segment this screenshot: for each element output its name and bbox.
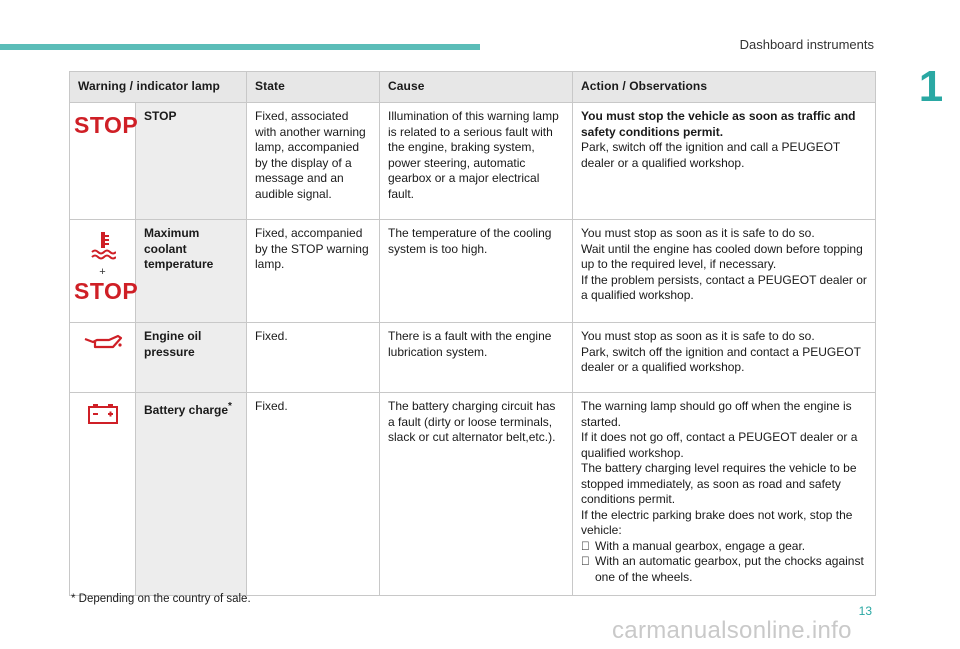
page-number: 13 [858,604,872,618]
lamp-name-text: Battery charge [144,403,229,417]
column-header-action: Action / Observations [573,72,876,103]
state-text: Fixed. [247,393,380,596]
footnote-marker: * [228,401,232,412]
action-line: If the problem persists, contact a PEUGEOT dealer or a qualified workshop. [581,272,867,302]
oil-can-icon [83,333,123,355]
action-cell [573,220,876,323]
lamp-name [136,393,247,596]
action-cell [573,103,876,220]
action-line: You must stop as soon as it is safe to do so. [581,226,815,240]
action-bold-text: You must stop the vehicle as soon as traffic and safety conditions permit. [581,109,856,139]
action-line: You must stop as soon as it is safe to do so. [581,329,815,343]
watermark: carmanualsonline.info [612,617,852,644]
lamp-name: Engine oil pressure [136,323,247,393]
state-text: Fixed. [247,323,380,393]
bullet-icon [581,554,595,585]
warning-lamp-table [69,71,876,596]
cause-text: Illumination of this warning lamp is related to a serious fault with the engine, braking system, power steering, automatic gearbox or a major electrical fault. [380,103,573,220]
action-line: If the electric parking brake does not work, stop the vehicle: [581,507,853,537]
column-header-state: State [247,72,380,103]
cause-text: The battery charging circuit has a fault (dirty or loose terminals, slack or cut alternator belt,etc.). [380,393,573,596]
stop-icon: STOP [74,277,139,304]
icon-cell [70,220,139,323]
chapter-tab [902,62,960,112]
action-line: The warning lamp should go off when the engine is started. [581,399,852,429]
icon-cell [70,323,136,393]
table-row [70,220,876,323]
footnote: * Depending on the country of sale. [71,593,251,605]
bullet-item [581,539,867,555]
state-text: Fixed, associated with another warning lamp, accompanied by the display of a message and an audible signal. [247,103,380,220]
icon-cell [70,393,136,596]
state-text: Fixed, accompanied by the STOP warning lamp. [247,220,380,323]
column-header-cause: Cause [380,72,573,103]
lamp-name: Maximum coolant temperature [136,220,247,323]
table-row [70,103,876,220]
table-row [70,323,876,393]
bullet-item [581,554,867,585]
stop-icon: STOP [74,112,139,138]
lamp-name: STOP [136,103,247,220]
battery-icon [87,403,119,425]
bullet-icon [581,539,595,555]
action-line: The battery charging level requires the vehicle to be stopped immediately, as soon as road and safety conditions permit. [581,461,857,506]
action-line: Park, switch off the ignition and contact a PEUGEOT dealer or a qualified workshop. [581,344,861,374]
column-header-lamp: Warning / indicator lamp [70,72,247,103]
action-line: If it does not go off, contact a PEUGEOT dealer or a qualified workshop. [581,430,858,460]
action-cell [573,393,876,596]
table-row [70,393,876,596]
action-line: Wait until the engine has cooled down before topping up to the required level, if necessary. [581,241,863,271]
cause-text: The temperature of the cooling system is too high. [380,220,573,323]
coolant-temperature-icon [90,230,116,260]
action-line: Park, switch off the ignition and call a PEUGEOT dealer or a qualified workshop. [581,140,841,170]
chapter-number: 1 [918,62,944,111]
plus-sign: + [99,265,106,278]
section-title: Dashboard instruments [739,37,874,52]
cause-text: There is a fault with the engine lubrication system. [380,323,573,393]
action-cell [573,323,876,393]
header-accent-bar [0,44,480,50]
icon-cell [70,103,139,220]
table-header-row [70,72,876,103]
bullet-text: With an automatic gearbox, put the chocks against one of the wheels. [595,554,864,584]
bullet-text: With a manual gearbox, engage a gear. [595,538,806,553]
